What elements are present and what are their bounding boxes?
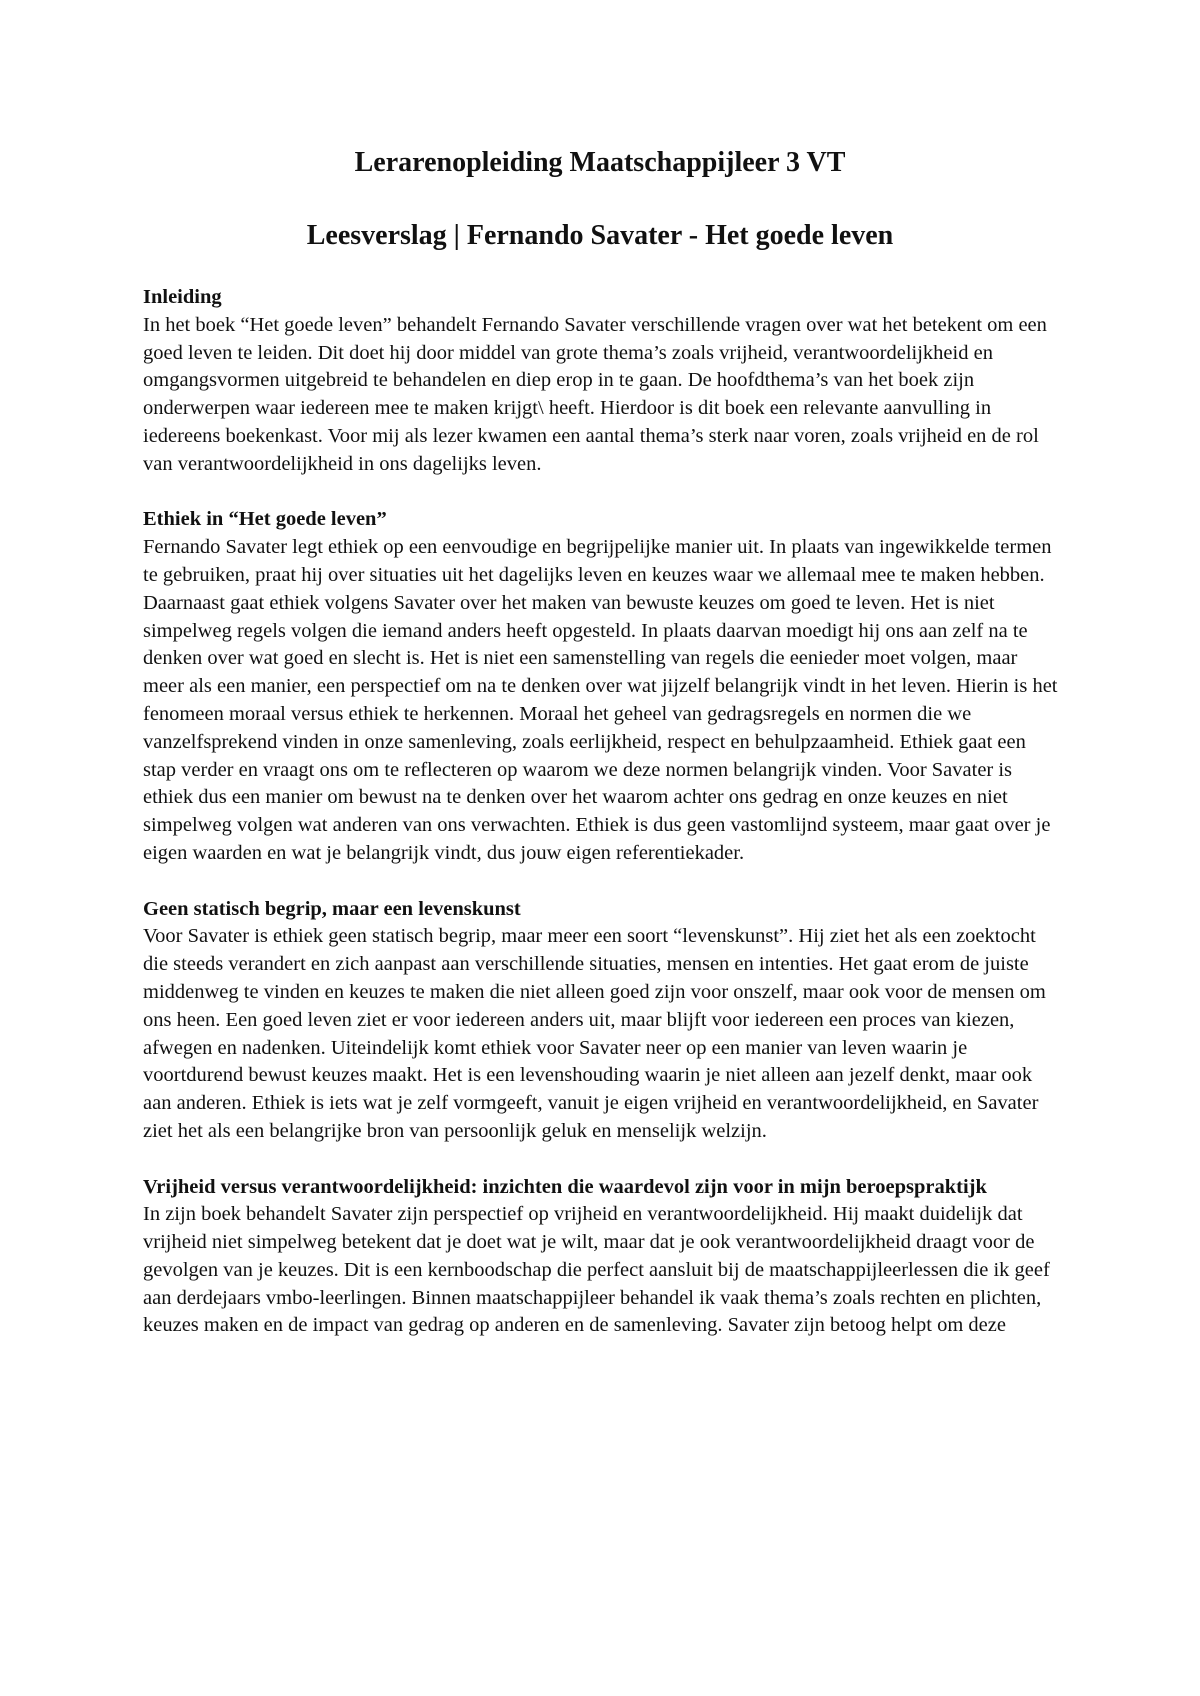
section-paragraph: Fernando Savater legt ethiek op een eenvoudige en begrijpelijke manier uit. In plaats van ingewikkelde termen te gebruiken, praat hij over situaties uit het dagelijks leven en keuzes waar we allemaal mee te maken hebben. Daarnaast gaat ethiek volgens Savater over het maken van bewuste keuzes om goed te leven. Het is niet simpelweg regels volgen die iemand anders heeft opgesteld. In plaats daarvan moedigt hij ons aan zelf na te denken over wat goed en slecht is. Het is niet een samenstelling van regels die eenieder moet volgen, maar meer als een manier, een perspectief om na te denken over wat jijzelf belangrijk vindt in het leven. Hierin is het fenomeen moraal versus ethiek te herkennen. Moraal het geheel van gedragsregels en normen die we vanzelfsprekend vinden in onze samenleving, zoals eerlijkheid, respect en behulpzaamheid. Ethiek gaat een stap verder en vraagt ons om te reflecteren op waarom we deze normen belangrijk vinden. Voor Savater is ethiek dus een manier om bewust na te denken over het waarom achter ons gedrag en onze keuzes en niet simpelweg volgen wat anderen van ons verwachten. Ethiek is dus geen vastomlijnd systeem, maar gaat over je eigen waarden en wat je belangrijk vindt, dus jouw eigen referentiekader. (143, 536, 1058, 864)
section-paragraph: In het boek “Het goede leven” behandelt Fernando Savater verschillende vragen over wat het betekent om een goed leven te leiden. Dit doet hij door middel van grote thema’s zoals vrijheid, verantwoordelijkheid en omgangsvormen uitgebreid te behandelen en diep erop in te gaan. De hoofdthema’s van het boek zijn onderwerpen waar iedereen mee te maken krijgt\ heeft. Hierdoor is dit boek een relevante aanvulling in iedereens boekenkast. Voor mij als lezer kwamen een aantal thema’s sterk naar voren, zoals vrijheid en de rol van verantwoordelijkheid in ons dagelijks leven. (143, 313, 1047, 475)
section-heading: Vrijheid versus verantwoordelijkheid: inzichten die waardevol zijn voor in mijn beroepspraktijk (143, 1175, 987, 1198)
section-vrijheid (143, 1174, 1063, 1341)
document-title: Lerarenopleiding Maatschappijleer 3 VT (354, 147, 846, 178)
section-levenskunst (143, 896, 1063, 1146)
section-heading: Ethiek in “Het goede leven” (143, 508, 387, 531)
section-ethiek (143, 506, 1063, 867)
section-paragraph: Voor Savater is ethiek geen statisch begrip, maar meer een soort “levenskunst”. Hij ziet het als een zoektocht die steeds verandert en zich aanpast aan verschillende situaties, mensen en intenties. Het gaat erom de juiste middenweg te vinden en keuzes te maken die niet alleen goed zijn voor onszelf, maar ook voor de mensen om ons heen. Een goed leven ziet er voor iedereen anders uit, maar blijft voor iedereen een proces van kiezen, afwegen en nadenken. Uiteindelijk komt ethiek voor Savater neer op een manier van leven waarin je voortdurend bewust keuzes maakt. Het is een levenshouding waarin je niet alleen aan jezelf denkt, maar ook aan anderen. Ethiek is iets wat je zelf vormgeeft, vanuit je eigen vrijheid en verantwoordelijkheid, en Savater ziet het als een belangrijke bron van persoonlijk geluk en menselijk welzijn. (143, 925, 1046, 1142)
section-inleiding (143, 284, 1063, 479)
document-subtitle: Leesverslag | Fernando Savater - Het goede leven (306, 220, 894, 251)
section-heading: Inleiding (143, 286, 222, 308)
section-heading: Geen statisch begrip, maar een levenskunst (143, 897, 521, 920)
section-paragraph: In zijn boek behandelt Savater zijn perspectief op vrijheid en verantwoordelijkheid. Hij maakt duidelijk dat vrijheid niet simpelweg betekent dat je doet wat je wilt, maar dat je ook verantwoordelijkheid draagt voor de gevolgen van je keuzes. Dit is een kernboodschap die perfect aansluit bij de maatschappijleerlessen die ik geef aan derdejaars vmbo-leerlingen. Binnen maatschappijleer behandel ik vaak thema’s zoals rechten en plichten, keuzes maken en de impact van gedrag op anderen en de samenleving. Savater zijn betoog helpt om deze (143, 1203, 1050, 1337)
document-body (143, 284, 1063, 1368)
